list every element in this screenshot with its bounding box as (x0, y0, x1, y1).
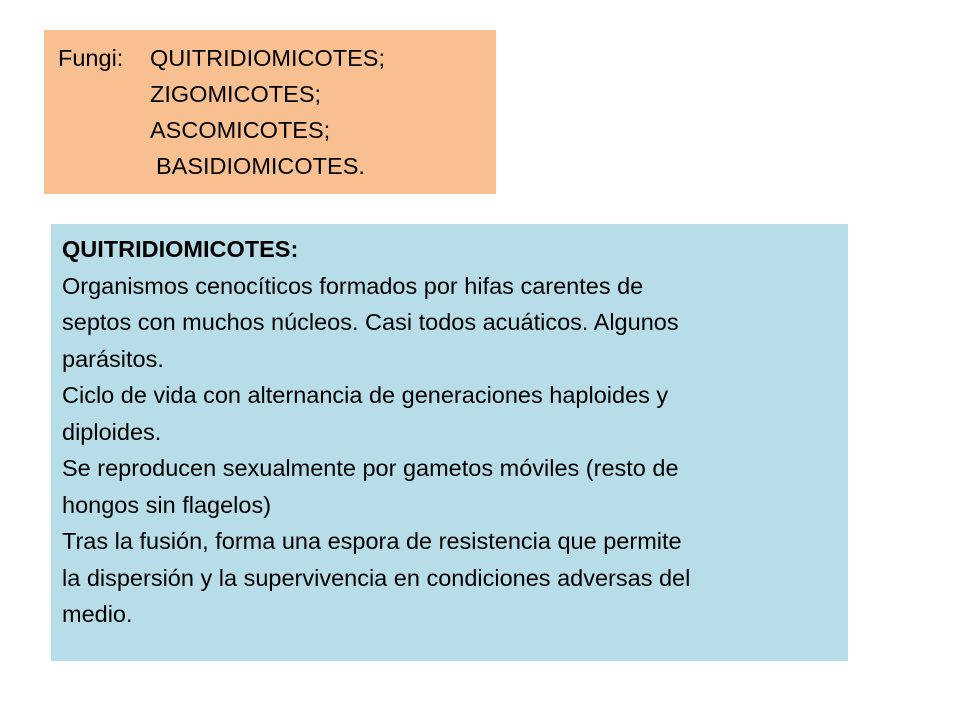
description-line: hongos sin flagelos) (62, 491, 272, 518)
fungi-group-zigomicotes: ZIGOMICOTES; (150, 81, 322, 107)
description-line: parásitos. (62, 345, 164, 372)
fungi-group-quitridiomicotes: QUITRIDIOMICOTES; (150, 45, 385, 71)
fungi-row-3 (58, 112, 496, 148)
fungi-row-1 (58, 40, 496, 76)
description-line: Se reproducen sexualmente por gametos móviles (resto de (62, 455, 679, 481)
description-line: Organismos cenocíticos formados por hifas carentes de (62, 272, 644, 299)
description-line: Ciclo de vida con alternancia de generaciones haploides y (62, 382, 669, 408)
fungi-group-ascomicotes: ASCOMICOTES; (150, 117, 331, 143)
description-line: diploides. (62, 418, 162, 445)
quitridiomicotes-description-box (51, 224, 848, 661)
description-heading: QUITRIDIOMICOTES: (62, 236, 299, 262)
description-line: septos con muchos núcleos. Casi todos acuáticos. Algunos (62, 309, 679, 335)
fungi-row-4 (58, 148, 496, 184)
fungi-group-basidiomicotes: BASIDIOMICOTES. (156, 153, 365, 179)
fungi-label: Fungi: (58, 45, 124, 71)
description-line: la dispersión y la supervivencia en condiciones adversas del (62, 564, 691, 591)
description-line: medio. (62, 601, 133, 627)
fungi-groups-box (44, 30, 496, 194)
description-line: Tras la fusión, forma una espora de resistencia que permite (62, 528, 682, 554)
fungi-row-2 (58, 76, 496, 112)
